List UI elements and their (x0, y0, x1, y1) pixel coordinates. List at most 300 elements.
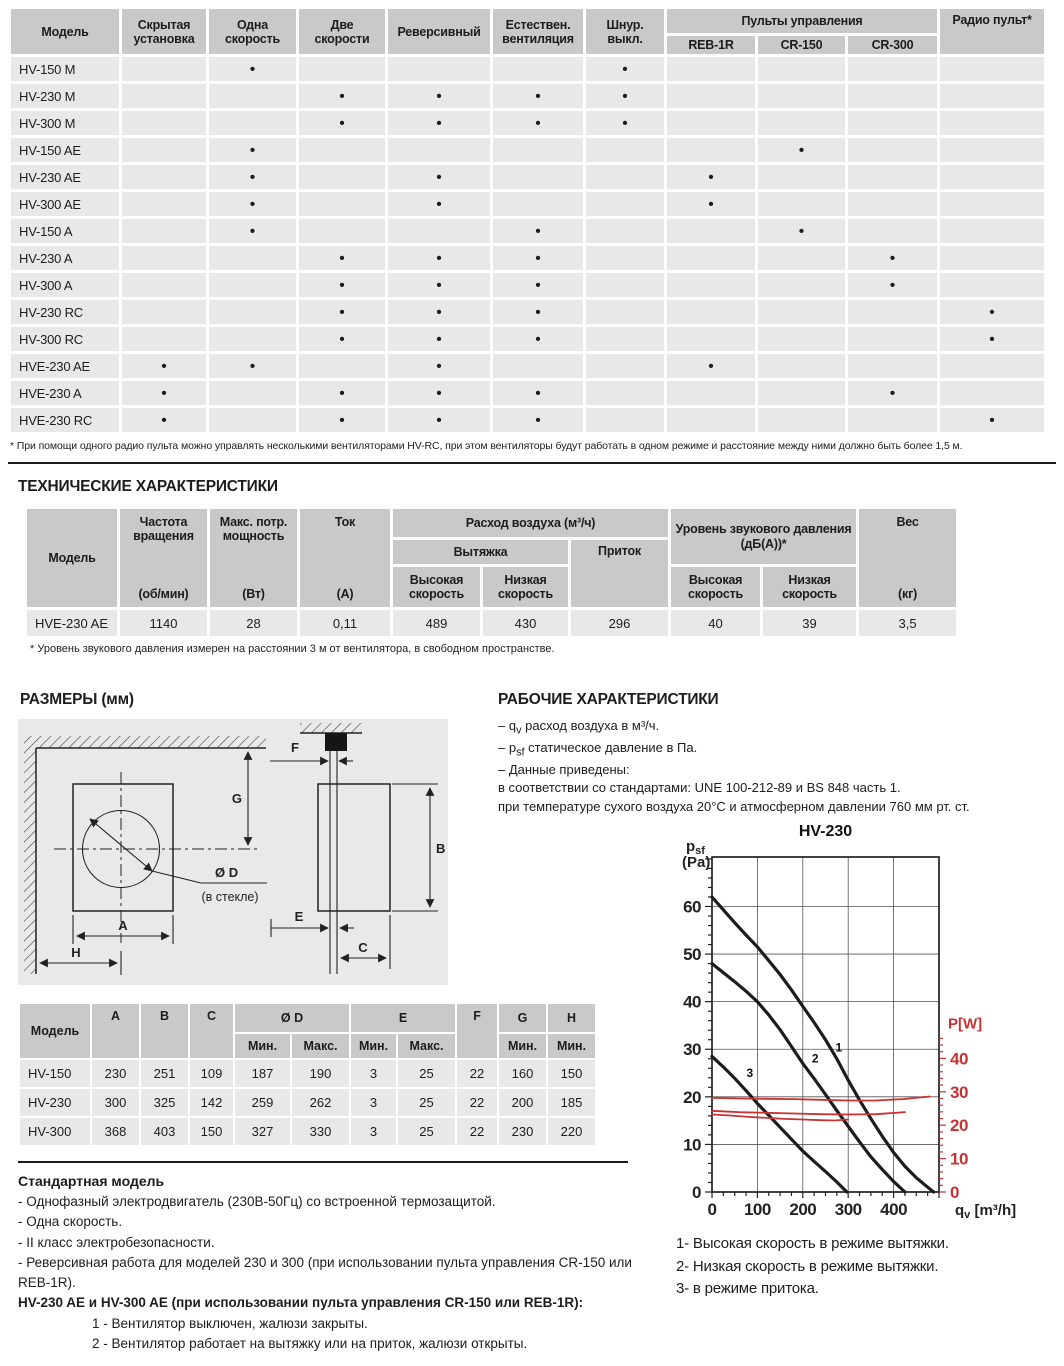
tech-value-noise-low: 39 (763, 610, 856, 636)
dim-value-e_min: 3 (351, 1118, 396, 1145)
feature-dot: • (758, 138, 845, 162)
y-tick-label: 30 (683, 1040, 701, 1060)
feature-table-row (11, 408, 1044, 432)
feature-empty-cell (940, 381, 1044, 405)
feature-dot: • (299, 300, 385, 324)
dimensions-section-title: РАЗМЕРЫ (мм) (20, 691, 134, 708)
feature-dot: • (667, 192, 755, 216)
feature-col-two-speeds: Две скорости (299, 9, 385, 54)
feature-empty-cell (299, 138, 385, 162)
tech-value-power: 28 (210, 610, 297, 636)
standard-model-line: - Однофазный электродвигатель (230В-50Гц) со встроенной термозащитой. (18, 1194, 496, 1209)
feature-empty-cell (667, 327, 755, 351)
feature-empty-cell (209, 300, 296, 324)
feature-empty-cell (848, 327, 937, 351)
diagram-label-f: F (291, 740, 299, 755)
feature-col-cr150: CR-150 (758, 36, 845, 54)
tech-col-rpm (120, 509, 207, 607)
tech-col-current-title: Ток (334, 515, 356, 529)
feature-dot: • (388, 111, 490, 135)
feature-empty-cell (667, 111, 755, 135)
feature-empty-cell (940, 192, 1044, 216)
feature-empty-cell (667, 246, 755, 270)
tech-table-footnote: * Уровень звукового давления измерен на расстоянии 3 м от вентилятора, в свободном пространстве. (30, 643, 555, 655)
dim-value-h: 220 (548, 1118, 595, 1145)
feature-dot: • (388, 327, 490, 351)
feature-empty-cell (299, 57, 385, 81)
x-tick-label: 100 (743, 1200, 771, 1220)
feature-model-cell: HVE-230 A (11, 381, 119, 405)
feature-dot: • (209, 57, 296, 81)
feature-empty-cell (299, 192, 385, 216)
chart-title: HV-230 (798, 823, 853, 841)
y2-tick-label: 30 (950, 1083, 968, 1103)
feature-table-row (11, 192, 1044, 216)
feature-dot: • (493, 381, 583, 405)
feature-empty-cell (122, 327, 206, 351)
feature-model-cell: HV-300 AE (11, 192, 119, 216)
tech-col-noise-low: Низкая скорость (763, 567, 856, 607)
feature-empty-cell (667, 138, 755, 162)
feature-empty-cell (122, 273, 206, 297)
feature-dot: • (586, 84, 664, 108)
dim-col-d-group: Ø D (235, 1004, 349, 1032)
dim-value-e_max: 25 (398, 1118, 455, 1145)
dim-value-d_max: 330 (292, 1118, 349, 1145)
feature-dot: • (758, 219, 845, 243)
tech-col-rpm-title: Частота вращения (133, 515, 194, 544)
dim-value-b: 325 (141, 1089, 188, 1116)
tech-col-noise-group: Уровень звукового давления (дБ(А))* (671, 509, 856, 564)
feature-empty-cell (940, 219, 1044, 243)
performance-note: – $q_v$ расход воздуха в м³/ч. (498, 718, 660, 737)
tech-col-rpm-unit: (об/мин) (138, 586, 189, 601)
chart-curve-3 (712, 1057, 847, 1193)
feature-dot: • (667, 354, 755, 378)
feature-dot: • (493, 219, 583, 243)
feature-empty-cell (940, 165, 1044, 189)
feature-empty-cell (758, 111, 845, 135)
feature-dot: • (209, 192, 296, 216)
feature-dot: • (493, 300, 583, 324)
feature-empty-cell (388, 138, 490, 162)
dim-col-g: G (499, 1004, 546, 1032)
tech-col-current (300, 509, 390, 607)
feature-empty-cell (209, 111, 296, 135)
tech-col-noise-high: Высокая скорость (671, 567, 760, 607)
feature-dot: • (586, 57, 664, 81)
dim-col-e-min: Мин. (351, 1034, 396, 1058)
feature-table-row (11, 273, 1044, 297)
feature-col-pull-cord: Шнур. выкл. (586, 9, 664, 54)
feature-empty-cell (940, 84, 1044, 108)
feature-empty-cell (848, 57, 937, 81)
dim-value-f: 22 (457, 1089, 497, 1116)
feature-dot: • (848, 273, 937, 297)
feature-dot: • (299, 84, 385, 108)
standard-model-line: - Реверсивная работа для моделей 230 и 300 (при использовании пульта управления CR-150 или REB-1R). (18, 1254, 632, 1290)
performance-note: в соответствии со стандартами: UNE 100-212-89 и BS 848 часть 1. (498, 780, 901, 796)
dim-value-f: 22 (457, 1060, 497, 1087)
dim-col-g-min: Мин. (499, 1034, 546, 1058)
feature-model-cell: HV-230 M (11, 84, 119, 108)
feature-empty-cell (586, 165, 664, 189)
feature-model-cell: HVE-230 RC (11, 408, 119, 432)
feature-empty-cell (586, 273, 664, 297)
feature-model-cell: HV-150 M (11, 57, 119, 81)
x-axis-label: $q_v$ [m³/h] (955, 1202, 1017, 1221)
tech-table-row (27, 610, 956, 636)
feature-empty-cell (758, 354, 845, 378)
feature-empty-cell (586, 408, 664, 432)
dim-value-g: 200 (499, 1089, 546, 1116)
feature-empty-cell (758, 408, 845, 432)
feature-empty-cell (122, 111, 206, 135)
dim-value-c: 109 (190, 1060, 233, 1087)
x-tick-label: 300 (834, 1200, 862, 1220)
feature-dot: • (122, 354, 206, 378)
dim-col-model: Модель (20, 1004, 90, 1058)
dim-col-h-min: Мин. (548, 1034, 595, 1058)
feature-dot: • (122, 408, 206, 432)
feature-empty-cell (586, 219, 664, 243)
feature-empty-cell (758, 165, 845, 189)
dim-value-e_min: 3 (351, 1060, 396, 1087)
feature-empty-cell (209, 246, 296, 270)
dim-value-b: 251 (141, 1060, 188, 1087)
feature-empty-cell (848, 111, 937, 135)
diagram-label-b: B (436, 841, 446, 856)
feature-table-row (11, 354, 1044, 378)
feature-empty-cell (667, 57, 755, 81)
performance-chart (646, 820, 1064, 1225)
feature-empty-cell (848, 354, 937, 378)
feature-empty-cell (388, 57, 490, 81)
tech-col-exhaust-low: Низкая скорость (483, 567, 568, 607)
feature-dot: • (388, 408, 490, 432)
feature-model-cell: HV-230 A (11, 246, 119, 270)
feature-col-reversible: Реверсивный (388, 9, 490, 54)
dim-value-e_min: 3 (351, 1089, 396, 1116)
feature-empty-cell (586, 192, 664, 216)
y-tick-label: 10 (683, 1135, 701, 1155)
diagram-label-a: A (118, 918, 128, 933)
y-tick-label: 20 (683, 1088, 701, 1108)
chart-legend-item: 1- Высокая скорость в режиме вытяжки. (676, 1235, 949, 1253)
feature-dot: • (388, 84, 490, 108)
dim-value-c: 150 (190, 1118, 233, 1145)
chart-legend (676, 1233, 1064, 1301)
performance-section-title: РАБОЧИЕ ХАРАКТЕРИСТИКИ (498, 691, 719, 708)
feature-col-radio-remote: Радио пульт* (940, 9, 1044, 54)
feature-dot: • (209, 165, 296, 189)
dim-col-f: F (457, 1004, 497, 1058)
curve-number-label: 1 (835, 1040, 843, 1055)
x-tick-label: 200 (789, 1200, 817, 1220)
feature-dot: • (299, 381, 385, 405)
feature-table-row (11, 381, 1044, 405)
dimensions-diagram (18, 719, 448, 985)
feature-dot: • (299, 408, 385, 432)
diagram-label-c: C (358, 940, 368, 955)
tech-col-weight-unit: (кг) (898, 586, 918, 601)
feature-col-model: Модель (11, 9, 119, 54)
dim-col-e-max: Макс. (398, 1034, 455, 1058)
y-tick-label: 50 (683, 945, 701, 965)
feature-empty-cell (122, 165, 206, 189)
feature-dot: • (209, 138, 296, 162)
feature-empty-cell (848, 219, 937, 243)
x-tick-label: 400 (880, 1200, 908, 1220)
tech-col-intake: Приток (571, 540, 668, 607)
feature-table-footnote: * При помощи одного радио пульта можно управлять несколькими вентиляторами HV-RC, при этом вентиляторы будут работать в одном режиме и расстояние между ними должно быть более 1,5 м. (10, 440, 963, 452)
dim-value-g: 230 (499, 1118, 546, 1145)
dim-value-model: HV-230 (20, 1089, 90, 1116)
tech-value-model: HVE-230 AE (27, 610, 117, 636)
dim-value-g: 160 (499, 1060, 546, 1087)
y-tick-label: 60 (683, 897, 701, 917)
feature-empty-cell (667, 84, 755, 108)
feature-empty-cell (667, 273, 755, 297)
performance-note: при температуре сухого воздуха 20°C и атмосферном давлении 760 мм рт. ст. (498, 798, 970, 814)
curve-number-label: 2 (811, 1051, 819, 1066)
feature-model-cell: HV-300 A (11, 273, 119, 297)
feature-empty-cell (299, 219, 385, 243)
standard-model-subtitle: HV-230 AE и HV-300 AE (при использовании пульта управления CR-150 или REB-1R): (18, 1295, 584, 1311)
dim-value-e_max: 25 (398, 1089, 455, 1116)
tech-value-weight: 3,5 (859, 610, 956, 636)
diagram-label-glass: (в стекле) (201, 890, 259, 904)
feature-dot: • (493, 84, 583, 108)
feature-empty-cell (848, 192, 937, 216)
standard-model-title: Стандартная модель (18, 1173, 165, 1189)
dim-value-a: 368 (92, 1118, 139, 1145)
tech-col-power (210, 509, 297, 607)
tech-value-current: 0,11 (300, 610, 390, 636)
tech-value-exh-low: 430 (483, 610, 568, 636)
feature-empty-cell (667, 300, 755, 324)
y2-tick-label: 40 (950, 1049, 968, 1069)
feature-empty-cell (758, 84, 845, 108)
feature-dot: • (209, 219, 296, 243)
feature-empty-cell (209, 408, 296, 432)
feature-col-reb1r: REB-1R (667, 36, 755, 54)
curve-number-label: 3 (746, 1066, 754, 1081)
feature-table-row (11, 165, 1044, 189)
dim-col-d-max: Макс. (292, 1034, 349, 1058)
divider (8, 462, 1056, 464)
dim-col-a: A (92, 1004, 139, 1058)
dim-value-h: 150 (548, 1060, 595, 1087)
tech-value-intake: 296 (571, 610, 668, 636)
feature-dot: • (848, 246, 937, 270)
tech-value-exh-high: 489 (393, 610, 480, 636)
feature-dot: • (940, 408, 1044, 432)
feature-dot: • (388, 246, 490, 270)
tech-col-power-unit: (Вт) (242, 586, 265, 601)
feature-dot: • (940, 300, 1044, 324)
feature-table-row (11, 138, 1044, 162)
y2-tick-label: 20 (950, 1116, 968, 1136)
feature-empty-cell (586, 381, 664, 405)
y-axis-unit-label: (Pa) (682, 854, 711, 872)
feature-empty-cell (940, 246, 1044, 270)
feature-empty-cell (758, 273, 845, 297)
feature-empty-cell (493, 138, 583, 162)
feature-empty-cell (758, 192, 845, 216)
feature-empty-cell (388, 219, 490, 243)
chart-plot-frame (712, 857, 939, 1192)
feature-table-row (11, 57, 1044, 81)
feature-dot: • (493, 408, 583, 432)
feature-empty-cell (299, 165, 385, 189)
tech-section-title: ТЕХНИЧЕСКИЕ ХАРАКТЕРИСТИКИ (18, 478, 278, 495)
feature-col-natural-vent: Естествен. вентиляция (493, 9, 583, 54)
performance-notes (498, 717, 1064, 816)
feature-empty-cell (940, 273, 1044, 297)
dim-value-a: 300 (92, 1089, 139, 1116)
standard-model-subline: 2 - Вентилятор работает на вытяжку или на приток, жалюзи открыты. (92, 1335, 528, 1351)
tech-col-power-title: Макс. потр. мощность (219, 515, 288, 544)
chart-curve-1 (712, 897, 934, 1192)
dim-value-d_min: 327 (235, 1118, 290, 1145)
performance-column (498, 677, 1064, 1354)
feature-table-row (11, 84, 1044, 108)
feature-dot: • (388, 354, 490, 378)
feature-empty-cell (122, 246, 206, 270)
chart-curve-P2 (712, 1111, 905, 1115)
diagram-label-g: G (231, 791, 242, 806)
tech-col-airflow-group: Расход воздуха (м³/ч) (393, 509, 668, 537)
feature-table-row (11, 300, 1044, 324)
feature-dot: • (299, 246, 385, 270)
feature-model-cell: HV-150 AE (11, 138, 119, 162)
feature-empty-cell (758, 246, 845, 270)
feature-empty-cell (848, 138, 937, 162)
feature-empty-cell (758, 300, 845, 324)
feature-empty-cell (758, 57, 845, 81)
feature-dot: • (667, 165, 755, 189)
feature-empty-cell (122, 300, 206, 324)
feature-empty-cell (848, 408, 937, 432)
standard-model-line: - II класс электробезопасности. (18, 1234, 215, 1250)
feature-empty-cell (209, 381, 296, 405)
tech-col-weight-title: Вес (896, 515, 919, 529)
feature-empty-cell (493, 57, 583, 81)
dim-col-c: C (190, 1004, 233, 1058)
y2-axis-label: P[W] (948, 1015, 983, 1033)
feature-empty-cell (493, 165, 583, 189)
tech-col-exhaust: Вытяжка (393, 540, 568, 564)
feature-empty-cell (586, 138, 664, 162)
feature-dot: • (388, 165, 490, 189)
tech-table (24, 506, 959, 639)
dim-value-d_max: 262 (292, 1089, 349, 1116)
dim-value-d_max: 190 (292, 1060, 349, 1087)
feature-dot: • (940, 327, 1044, 351)
dim-value-e_max: 25 (398, 1060, 455, 1087)
feature-empty-cell (493, 354, 583, 378)
feature-dot: • (299, 327, 385, 351)
feature-table-row (11, 327, 1044, 351)
dim-value-h: 185 (548, 1089, 595, 1116)
y-tick-label: 40 (683, 992, 701, 1012)
chart-curve-P3 (712, 1115, 848, 1121)
feature-table-row (11, 219, 1044, 243)
feature-dot: • (388, 273, 490, 297)
feature-empty-cell (209, 273, 296, 297)
y2-tick-label: 10 (950, 1149, 968, 1169)
tech-value-rpm: 1140 (120, 610, 207, 636)
feature-empty-cell (209, 327, 296, 351)
feature-model-cell: HVE-230 AE (11, 354, 119, 378)
feature-dot: • (586, 111, 664, 135)
diagram-label-diameter: Ø D (215, 865, 239, 880)
performance-note: – Данные приведены: (498, 761, 630, 777)
feature-model-cell: HV-300 RC (11, 327, 119, 351)
feature-dot: • (388, 381, 490, 405)
feature-empty-cell (848, 300, 937, 324)
feature-empty-cell (758, 327, 845, 351)
feature-empty-cell (493, 192, 583, 216)
tech-value-noise-high: 40 (671, 610, 760, 636)
feature-empty-cell (122, 219, 206, 243)
feature-empty-cell (848, 84, 937, 108)
feature-dot: • (493, 111, 583, 135)
feature-dot: • (493, 273, 583, 297)
dim-col-e-group: E (351, 1004, 455, 1032)
feature-col-flush-mount: Скрытая установка (122, 9, 206, 54)
feature-table (8, 6, 1047, 435)
standard-model-subline: 1 - Вентилятор выключен, жалюзи закрыты. (92, 1315, 368, 1331)
feature-dot: • (388, 192, 490, 216)
feature-dot: • (388, 300, 490, 324)
feature-empty-cell (586, 246, 664, 270)
feature-empty-cell (940, 354, 1044, 378)
feature-empty-cell (122, 192, 206, 216)
diagram-label-h: H (71, 945, 81, 960)
feature-model-cell: HV-230 RC (11, 300, 119, 324)
feature-table-row (11, 246, 1044, 270)
y-axis-label: $p_{sf}$ (686, 838, 705, 858)
y2-tick-label: 0 (950, 1183, 959, 1203)
feature-empty-cell (299, 354, 385, 378)
feature-dot: • (299, 273, 385, 297)
dim-value-c: 142 (190, 1089, 233, 1116)
mounting-block (325, 733, 347, 751)
dim-value-d_min: 187 (235, 1060, 290, 1087)
feature-empty-cell (586, 354, 664, 378)
dim-value-d_min: 259 (235, 1089, 290, 1116)
dim-value-a: 230 (92, 1060, 139, 1087)
feature-empty-cell (586, 300, 664, 324)
feature-empty-cell (848, 165, 937, 189)
x-tick-label: 0 (707, 1200, 717, 1220)
feature-empty-cell (940, 138, 1044, 162)
feature-empty-cell (122, 138, 206, 162)
feature-empty-cell (758, 381, 845, 405)
dim-value-model: HV-300 (20, 1118, 90, 1145)
dim-col-d-min: Мин. (235, 1034, 290, 1058)
chart-legend-item: 3- в режиме притока. (676, 1280, 819, 1298)
tech-col-model: Модель (27, 509, 117, 607)
feature-dot: • (209, 354, 296, 378)
y-tick-label: 0 (692, 1183, 701, 1203)
tech-col-exhaust-high: Высокая скорость (393, 567, 480, 607)
feature-dot: • (848, 381, 937, 405)
feature-empty-cell (122, 57, 206, 81)
diagram-label-e: E (294, 909, 304, 924)
